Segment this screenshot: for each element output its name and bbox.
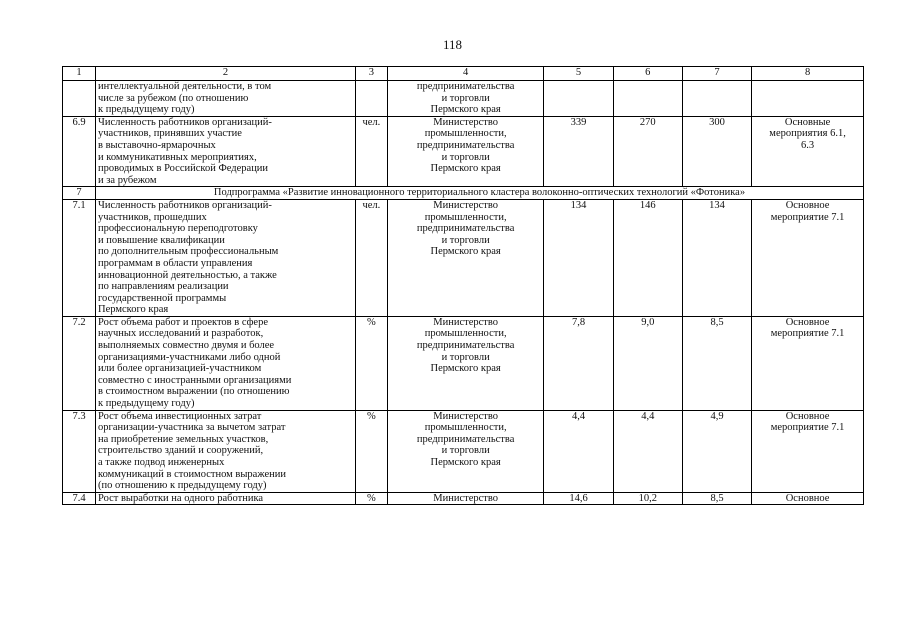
value-col-6: 146 (613, 199, 682, 316)
events (752, 81, 864, 117)
subprogram-row (63, 187, 864, 200)
value-col-7: 8,5 (682, 316, 751, 410)
row-number: 7 (63, 187, 96, 200)
column-number: 5 (544, 67, 613, 81)
column-number: 3 (355, 67, 387, 81)
indicator-name: интеллектуальной деятельности, в том числе за рубежом (по отношению к предыдущему году) (96, 81, 356, 117)
executor: Министерство промышленности, предпринимательства и торговли Пермского края (387, 116, 544, 187)
unit: % (355, 316, 387, 410)
row-number: 7.2 (63, 316, 96, 410)
events: Основное мероприятие 7.1 (752, 410, 864, 492)
value-col-7: 134 (682, 199, 751, 316)
subprogram-title: Подпрограмма «Развитие инновационного территориального кластера волоконно-оптических технологий «Фотоника» (96, 187, 864, 200)
column-number: 1 (63, 67, 96, 81)
page-number: 118 (442, 37, 463, 52)
row-number: 7.4 (63, 492, 96, 505)
table-row (63, 410, 864, 492)
value-col-6: 10,2 (613, 492, 682, 505)
table-row (63, 116, 864, 187)
value-col-6: 4,4 (613, 410, 682, 492)
value-col-5 (544, 81, 613, 117)
indicator-name: Рост объема работ и проектов в сфере научных исследований и разработок, выполняемых совместно двумя и более организациями-участниками либо одной или более организацией-участником совместно с иностранными организациями в стоимостном выражении (по отношению к предыдущему году) (96, 316, 356, 410)
row-number: 7.3 (63, 410, 96, 492)
indicators-table (62, 66, 864, 505)
column-number: 7 (682, 67, 751, 81)
value-col-6: 9,0 (613, 316, 682, 410)
events: Основное (752, 492, 864, 505)
table-row (63, 81, 864, 117)
table-row (63, 492, 864, 505)
value-col-5: 7,8 (544, 316, 613, 410)
executor: Министерство промышленности, предпринимательства и торговли Пермского края (387, 410, 544, 492)
column-number: 2 (96, 67, 356, 81)
column-number: 4 (387, 67, 544, 81)
events: Основное мероприятие 7.1 (752, 199, 864, 316)
executor: предпринимательства и торговли Пермского края (387, 81, 544, 117)
indicator-name: Рост объема инвестиционных затрат организации-участника за вычетом затрат на приобретение земельных участков, строительство зданий и сооружений, а также подвод инженерных коммуникаций в стоимостном выражении (по отношению к предыдущему году) (96, 410, 356, 492)
indicator-name: Численность работников организаций- участников, прошедших профессиональную переподготовку и повышение квалификации по дополнительным профессиональным программам в области управления инновационной деятельностью, а также по направлениям реализации государственной программы Пермского края (96, 199, 356, 316)
value-col-5: 134 (544, 199, 613, 316)
table-row (63, 199, 864, 316)
executor: Министерство (387, 492, 544, 505)
value-col-5: 14,6 (544, 492, 613, 505)
table-row (63, 316, 864, 410)
unit: чел. (355, 116, 387, 187)
unit: % (355, 492, 387, 505)
row-number: 7.1 (63, 199, 96, 316)
unit: чел. (355, 199, 387, 316)
value-col-7 (682, 81, 751, 117)
column-number: 6 (613, 67, 682, 81)
column-number-row (63, 67, 864, 81)
indicator-name: Численность работников организаций- участников, принявших участие в выставочно-ярмарочных и коммуникативных мероприятиях, проводимых в Российской Федерации и за рубежом (96, 116, 356, 187)
row-number (63, 81, 96, 117)
unit (355, 81, 387, 117)
unit: % (355, 410, 387, 492)
column-number: 8 (752, 67, 864, 81)
executor: Министерство промышленности, предпринимательства и торговли Пермского края (387, 316, 544, 410)
indicator-name: Рост выработки на одного работника (96, 492, 356, 505)
value-col-7: 4,9 (682, 410, 751, 492)
executor: Министерство промышленности, предпринимательства и торговли Пермского края (387, 199, 544, 316)
value-col-6: 270 (613, 116, 682, 187)
events: Основные мероприятия 6.1, 6.3 (752, 116, 864, 187)
value-col-5: 339 (544, 116, 613, 187)
value-col-7: 8,5 (682, 492, 751, 505)
row-number: 6.9 (63, 116, 96, 187)
value-col-6 (613, 81, 682, 117)
value-col-5: 4,4 (544, 410, 613, 492)
events: Основное мероприятие 7.1 (752, 316, 864, 410)
value-col-7: 300 (682, 116, 751, 187)
